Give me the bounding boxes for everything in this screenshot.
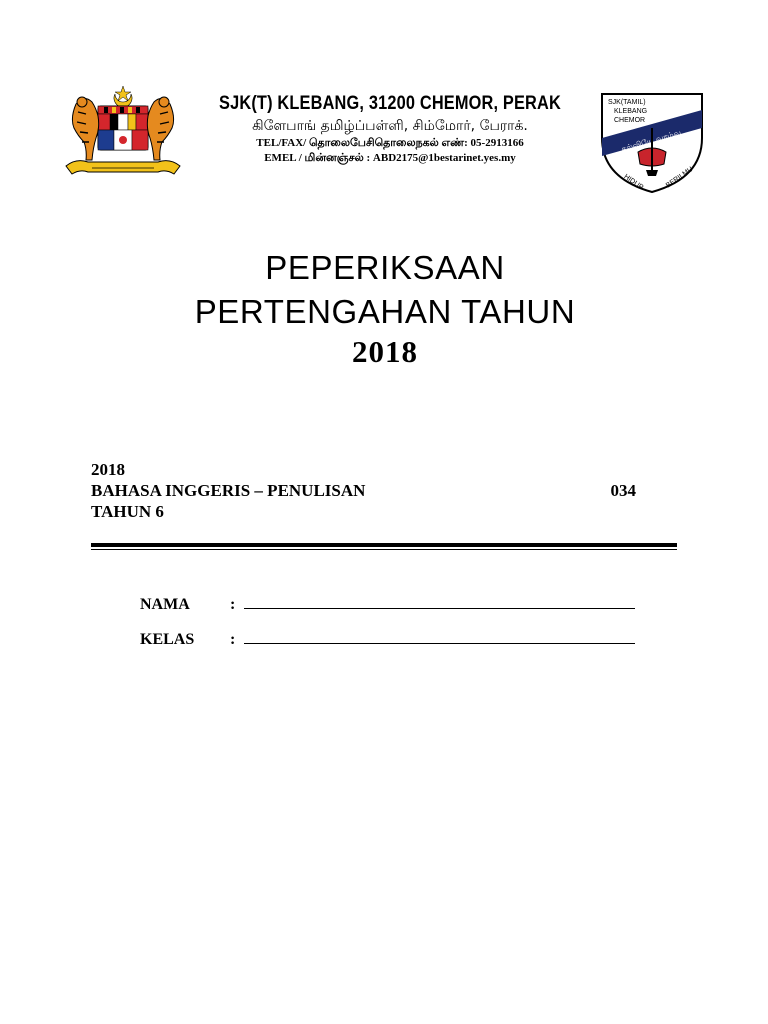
divider-thick <box>91 543 677 547</box>
paper-level: TAHUN 6 <box>91 502 164 521</box>
paper-year: 2018 <box>91 460 125 479</box>
school-header <box>180 92 600 166</box>
name-label: NAMA <box>140 596 190 613</box>
logo-motto-right: BERILMU <box>664 165 695 190</box>
school-shield-logo-icon <box>598 88 706 196</box>
school-name: SJK(T) KLEBANG, 31200 CHEMOR, PERAK <box>219 93 561 114</box>
divider-thin <box>91 549 677 550</box>
class-field[interactable] <box>140 629 635 649</box>
exam-title <box>150 246 620 370</box>
school-name-tamil: கிளேபாங் தமிழ்ப்பள்ளி, சிம்மோர், பேராக். <box>252 118 528 134</box>
logo-text-line-3: CHEMOR <box>614 117 646 124</box>
name-field[interactable] <box>140 594 635 614</box>
logo-motto-left: HIDUP <box>622 173 645 192</box>
malaysia-coat-of-arms-icon <box>58 84 188 184</box>
class-input-line[interactable] <box>244 629 635 644</box>
title-year: 2018 <box>352 334 418 369</box>
class-label: KELAS <box>140 631 195 648</box>
name-colon: : <box>230 596 236 613</box>
phone-line: TEL/FAX/ தொலைபேசிதொலைநகல் எண்: 05-2913166 <box>256 137 524 149</box>
title-line-2: PERTENGAHAN TAHUN <box>194 293 576 330</box>
logo-text-line-2: KLEBANG <box>614 108 648 115</box>
email-line: EMEL / மின்னஞ்சல் : ABD2175@1bestarinet.yes.my <box>264 152 516 164</box>
logo-banner-text: கல்வியே வாழ்வு <box>620 128 683 154</box>
title-line-1: PEPERIKSAAN <box>265 249 505 286</box>
paper-subject: BAHASA INGGERIS – PENULISAN <box>91 481 366 500</box>
paper-info <box>91 459 636 522</box>
paper-code: 034 <box>610 481 636 500</box>
name-input-line[interactable] <box>244 594 635 609</box>
class-colon: : <box>230 631 236 648</box>
logo-text-line-1: SJK(TAMIL) <box>608 99 646 106</box>
